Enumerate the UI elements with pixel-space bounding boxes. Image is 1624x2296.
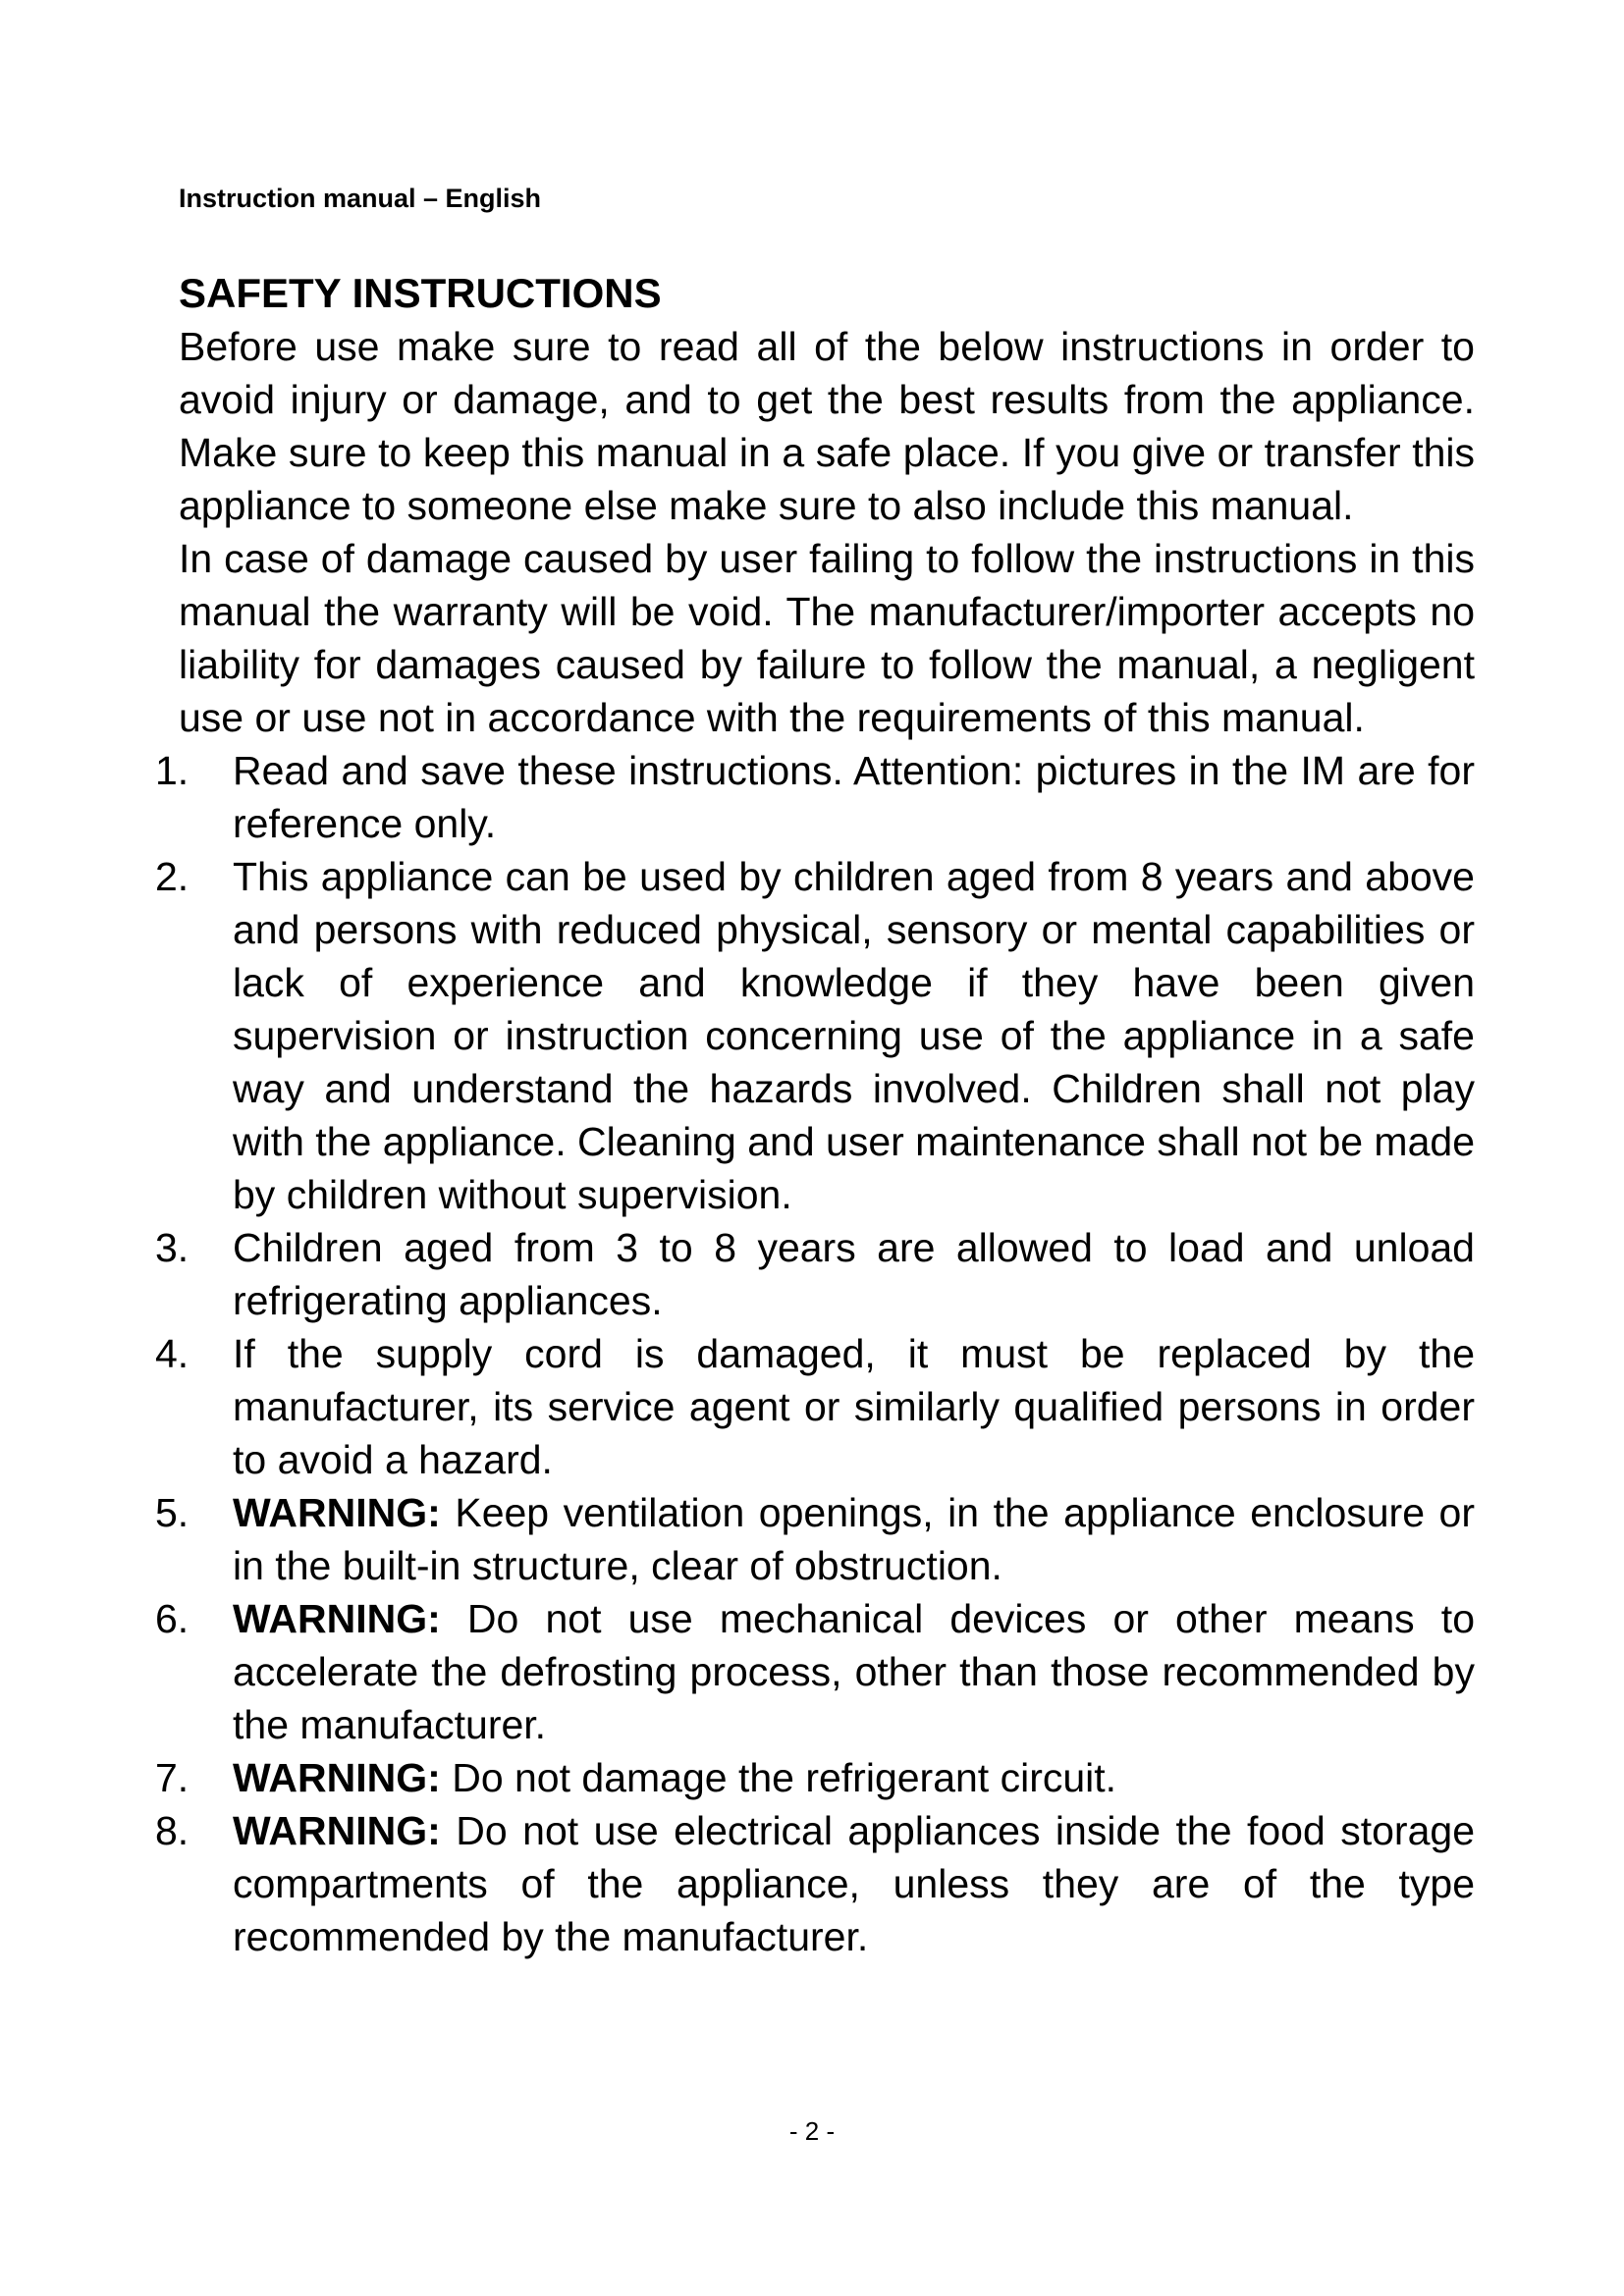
item-text: Keep ventilation openings, in the appliance enclosure or in the built-in structure, clear of obstruction. <box>233 1490 1475 1588</box>
page-header: Instruction manual – English <box>179 184 542 213</box>
list-item <box>155 1221 1475 1327</box>
list-item <box>155 1327 1475 1486</box>
warning-label: WARNING: <box>233 1490 441 1535</box>
safety-section <box>155 267 1475 1963</box>
list-item <box>155 1486 1475 1592</box>
item-text: This appliance can be used by children aged from 8 years and above and persons with reduced physical, sensory or mental capabilities or lack of experience and knowledge if they have been given supervision or instruction concerning use of the appliance in a safe way and understand the hazards involved. Children shall not play with the appliance. Cleaning and user maintenance shall not be made by children without supervision. <box>233 854 1475 1217</box>
item-text: Children aged from 3 to 8 years are allowed to load and unload refrigerating appliances. <box>233 1225 1475 1323</box>
item-text: If the supply cord is damaged, it must be replaced by the manufacturer, its service agent or similarly qualified persons in order to avoid a hazard. <box>233 1331 1475 1482</box>
warning-label: WARNING: <box>233 1808 441 1853</box>
intro-paragraph-2: In case of damage caused by user failing to follow the instructions in this manual the warranty will be void. The manufacturer/importer accepts no liability for damages caused by failure to follow the manual, a negligent use or use not in accordance with the requirements of this manual. <box>179 536 1475 740</box>
item-number: 5. <box>155 1490 189 1535</box>
item-text: Do not damage the refrigerant circuit. <box>440 1755 1117 1800</box>
page-number: - 2 - <box>788 2116 836 2146</box>
section-title: SAFETY INSTRUCTIONS <box>179 270 662 316</box>
item-text: Read and save these instructions. Attention: pictures in the IM are for reference only. <box>233 748 1475 846</box>
list-item <box>155 744 1475 850</box>
warning-label: WARNING: <box>233 1596 441 1641</box>
list-item <box>155 1592 1475 1751</box>
item-number: 8. <box>155 1808 189 1853</box>
intro-paragraph-1: Before use make sure to read all of the below instructions in order to avoid injury or damage, and to get the best results from the appliance. Make sure to keep this manual in a safe place. If you give or transfer this appliance to someone else make sure to also include this manual. <box>179 324 1475 528</box>
item-number: 2. <box>155 854 189 899</box>
item-number: 4. <box>155 1331 189 1376</box>
manual-page <box>155 0 1475 2296</box>
warning-label: WARNING: <box>233 1755 441 1800</box>
item-number: 7. <box>155 1755 189 1800</box>
item-text: Do not use electrical appliances inside the food storage compartments of the appliance, unless they are of the type recommended by the manufacturer. <box>233 1808 1475 1959</box>
item-number: 3. <box>155 1225 189 1270</box>
list-item <box>155 850 1475 1221</box>
item-text: Do not use mechanical devices or other means to accelerate the defrosting process, other than those recommended by the manufacturer. <box>233 1596 1475 1747</box>
item-number: 1. <box>155 748 189 793</box>
safety-list <box>155 744 1475 1963</box>
item-number: 6. <box>155 1596 189 1641</box>
list-item <box>155 1804 1475 1963</box>
list-item <box>155 1751 1475 1804</box>
